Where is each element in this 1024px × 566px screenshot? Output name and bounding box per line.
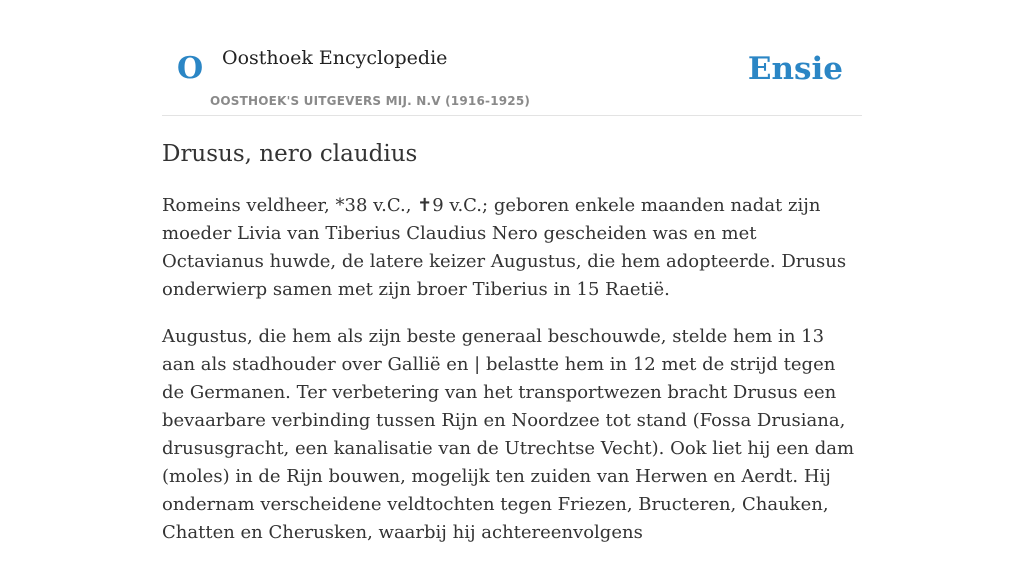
article-title: Drusus, nero claudius bbox=[162, 141, 418, 167]
site-header bbox=[162, 0, 862, 116]
page-container bbox=[162, 0, 862, 543]
article-body bbox=[162, 192, 862, 566]
article-paragraph: Augustus, die hem als zijn beste generaal beschouwde, stelde hem in 13 aan als stadhouder over Gallië en | belastte hem in 12 met de strijd tegen de Germanen. Ter verbetering van het transportwezen bracht Drusus een bevaarbare verbinding tussen Rijn en Noordzee tot stand (Fossa Drusiana, drususgracht, een kanalisatie van de Utrechtse Vecht). Ook liet hij een dam (moles) in de Rijn bouwen, mogelijk ten zuiden van Herwen en Aerdt. Hij ondernam verscheidene veldtochten tegen Friezen, Bructeren, Chauken, Chatten en Cherusken, waarbij hij achtereenvolgens bbox=[162, 326, 855, 543]
site-logo[interactable]: O bbox=[177, 51, 204, 86]
article-paragraph: Romeins veldheer, *38 v.C., ✝9 v.C.; geboren enkele maanden nadat zijn moeder Livia van Tiberius Claudius Nero gescheiden was en met Octavianus huwde, de latere keizer Augustus, die hem adopteerde. Drusus onderwierp samen met zijn broer Tiberius in 15 Raetië. bbox=[162, 195, 847, 300]
ensie-brand-link[interactable]: Ensie bbox=[747, 51, 843, 87]
publisher-subtitle: OOSTHOEK'S UITGEVERS MIJ. N.V (1916-1925) bbox=[210, 94, 531, 108]
site-title[interactable]: Oosthoek Encyclopedie bbox=[222, 47, 448, 69]
